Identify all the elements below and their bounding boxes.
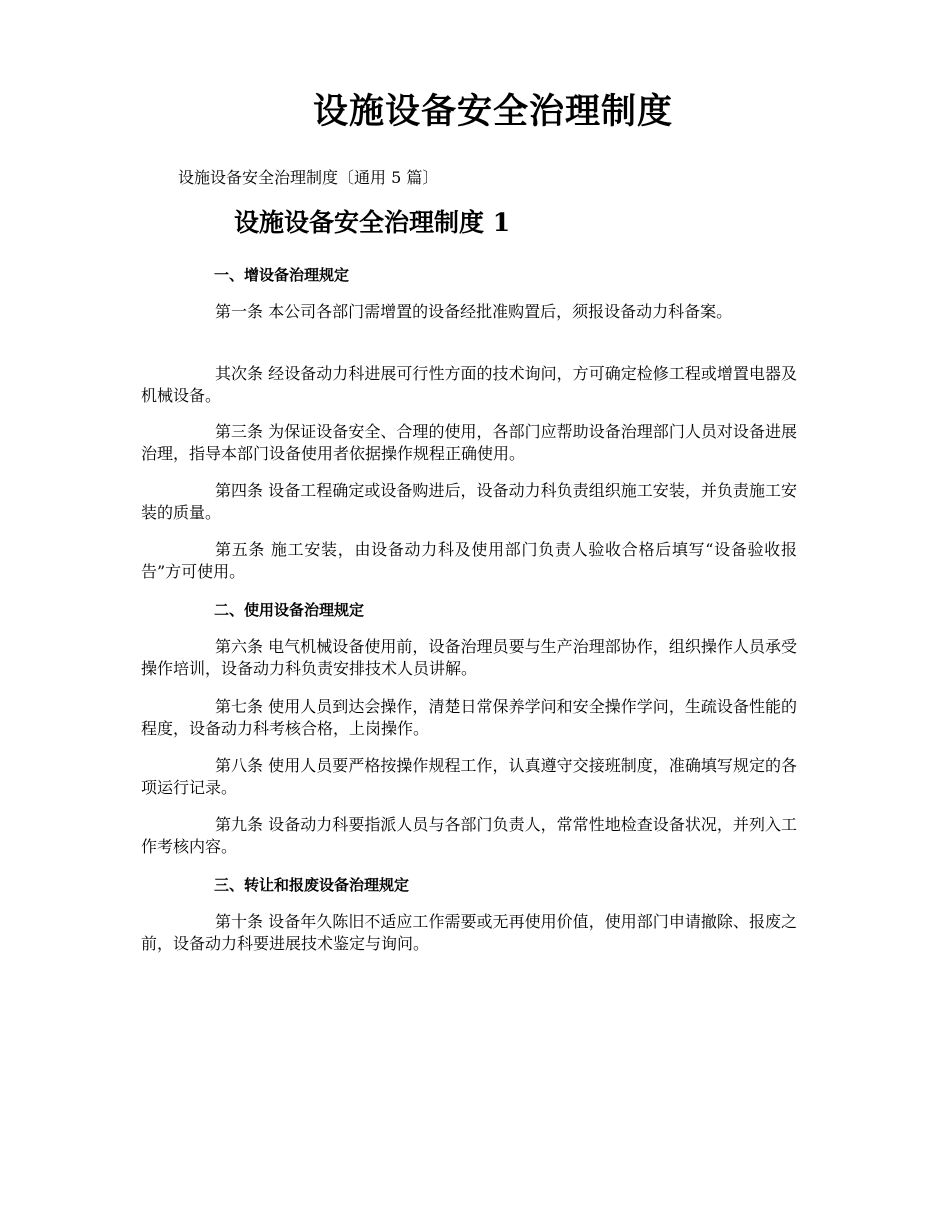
- paragraph: 第一条 本公司各部门需增置的设备经批准购置后，须报设备动力科备案。: [215, 302, 733, 321]
- paragraph: 第六条 电气机械设备使用前，设备治理员要与生产治理部协作，组织操作人员承受操作培训，设备动力科负责安排技术人员讲解。: [141, 637, 797, 678]
- section-title: 一、增设备治理规定: [214, 266, 350, 284]
- paragraph: 第十条 设备年久陈旧不适应工作需要或无再使用价值，使用部门申请撤除、报废之前，设备动力科要进展技术鉴定与询问。: [141, 912, 797, 953]
- paragraph: 第七条 使用人员到达会操作，清楚日常保养学问和安全操作学问，生疏设备性能的程度，设备动力科考核合格，上岗操作。: [141, 697, 797, 738]
- section-title: 二、使用设备治理规定: [214, 601, 365, 619]
- article-heading: 设施设备安全治理制度 1: [234, 208, 511, 237]
- document-subtitle: 设施设备安全治理制度〔通用 5 篇〕: [178, 168, 439, 187]
- paragraph: 第五条 施工安装，由设备动力科及使用部门负责人验收合格后填写“设备验收报告”方可使用。: [141, 540, 797, 581]
- paragraph: 第八条 使用人员要严格按操作规程工作，认真遵守交接班制度，准确填写规定的各项运行记录。: [141, 756, 797, 797]
- paragraph: 第三条 为保证设备安全、合理的使用，各部门应帮助设备治理部门人员对设备进展治理，指导本部门设备使用者依据操作规程正确使用。: [141, 422, 797, 463]
- document-title: 设施设备安全治理制度: [312, 91, 673, 132]
- section-title: 三、转让和报废设备治理规定: [214, 876, 410, 894]
- paragraph: 其次条 经设备动力科进展可行性方面的技术询问，方可确定检修工程或增置电器及机械设备。: [141, 364, 797, 405]
- paragraph: 第四条 设备工程确定或设备购进后，设备动力科负责组织施工安装，并负责施工安装的质量。: [141, 481, 797, 522]
- paragraph: 第九条 设备动力科要指派人员与各部门负责人，常常性地检查设备状况，并列入工作考核内容。: [141, 815, 797, 856]
